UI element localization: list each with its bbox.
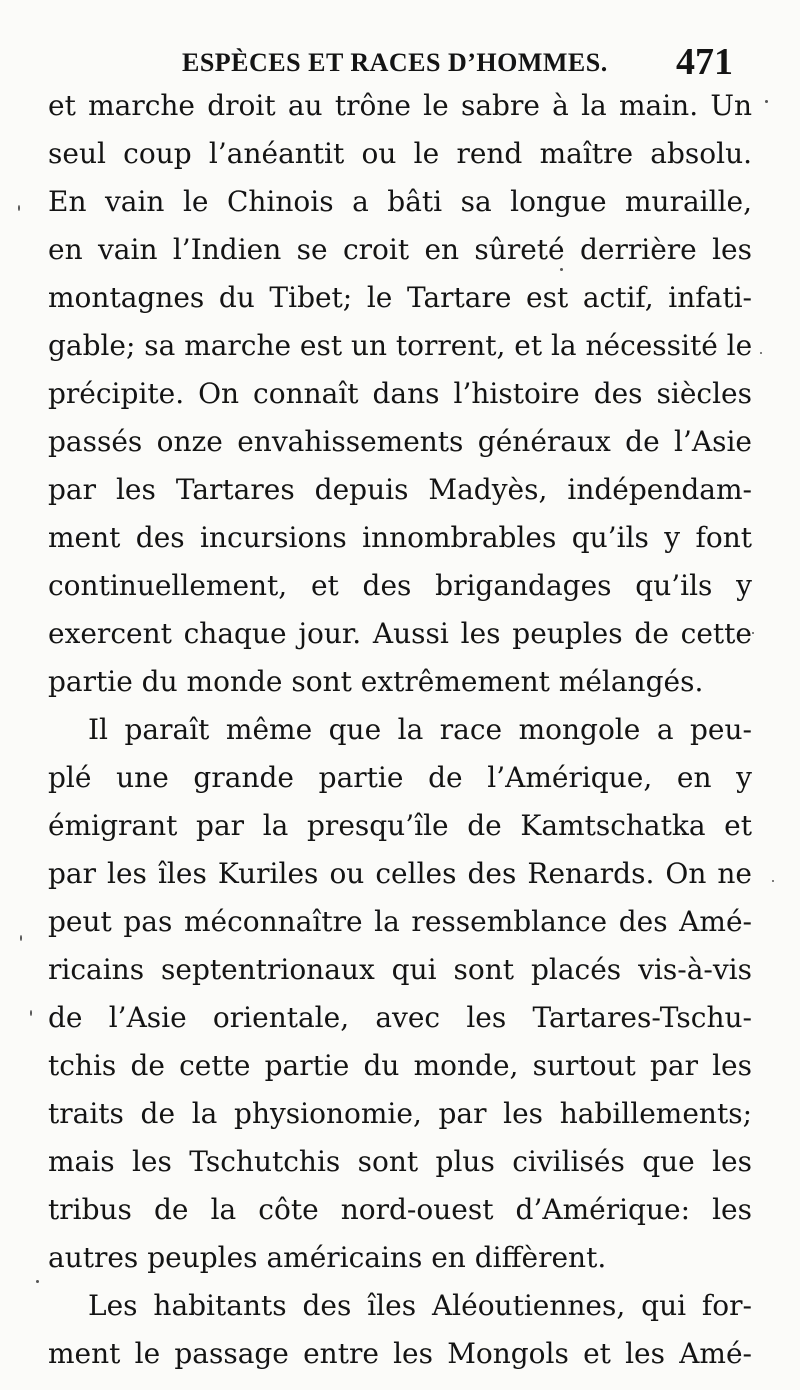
running-title: ESPÈCES ET RACES D’HOMMES.	[182, 48, 608, 77]
text-line: autres peuples américains en diffèrent.	[48, 1241, 607, 1274]
text-line: par les îles Kuriles ou celles des Renards. On ne	[48, 857, 752, 890]
page-header	[0, 40, 800, 90]
text-line: Les habitants des îles Aléoutiennes, qui for-	[88, 1289, 752, 1322]
text-line: seul coup l’anéantit ou le rend maître absolu.	[48, 137, 752, 170]
scan-speck	[772, 880, 774, 882]
text-line: précipite. On connaît dans l’histoire des siècles	[48, 377, 752, 410]
text-line: par les Tartares depuis Madyès, indépendam-	[48, 473, 752, 506]
scan-speck	[18, 205, 20, 211]
text-line: ment le passage entre les Mongols et les Amé-	[48, 1337, 752, 1370]
page-number: 471	[676, 41, 733, 83]
text-line: plé une grande partie de l’Amérique, en y	[48, 761, 752, 794]
scan-speck	[30, 1010, 32, 1016]
text-line: traits de la physionomie, par les habillements;	[48, 1097, 752, 1130]
scan-speck	[36, 1280, 39, 1283]
text-line: en vain l’Indien se croit en sûreté derrière les	[48, 233, 752, 266]
text-line: ricains septentrionaux qui sont placés vis-à-vis	[48, 953, 752, 986]
text-line: Il paraît même que la race mongole a peu-	[88, 713, 752, 746]
text-line: partie du monde sont extrêmement mélangés.	[48, 665, 704, 698]
text-line: et marche droit au trône le sabre à la main. Un	[48, 89, 752, 122]
text-line: mais les Tschutchis sont plus civilisés que les	[48, 1145, 752, 1178]
text-line: ment des incursions innombrables qu’ils y font	[48, 521, 752, 554]
text-line: passés onze envahissements généraux de l’Asie	[48, 425, 752, 458]
text-line: exercent chaque jour. Aussi les peuples de cette	[48, 617, 752, 650]
text-line: montagnes du Tibet; le Tartare est actif, infati-	[48, 281, 752, 314]
scan-speck	[560, 268, 563, 271]
text-line: continuellement, et des brigandages qu’ils y	[48, 569, 752, 602]
scan-speck	[20, 935, 22, 941]
text-line: de l’Asie orientale, avec les Tartares-Tschu-	[48, 1001, 752, 1034]
text-line: émigrant par la presqu’île de Kamtschatka et	[48, 809, 752, 842]
text-line: gable; sa marche est un torrent, et la nécessité le	[48, 329, 753, 362]
scan-speck	[760, 352, 762, 354]
text-line: En vain le Chinois a bâti sa longue muraille,	[48, 185, 752, 218]
text-line: peut pas méconnaître la ressemblance des Amé-	[48, 905, 752, 938]
text-line: tribus de la côte nord-ouest d’Amérique: les	[48, 1193, 752, 1226]
scan-speck	[765, 100, 768, 103]
text-line: tchis de cette partie du monde, surtout par les	[48, 1049, 752, 1082]
scan-speck	[752, 632, 754, 634]
